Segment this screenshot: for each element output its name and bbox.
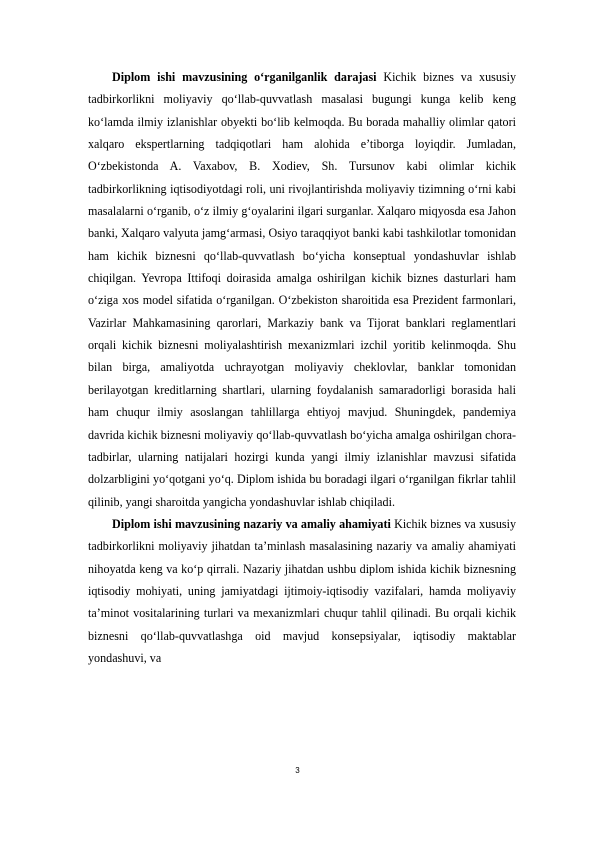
page-number: 3 <box>295 766 300 775</box>
paragraph-body-research-extent: Kichik biznes va xususiy tadbirkorlikni moliyaviy qo‘llab-quvvatlash masalasi bugungi kunga kelib keng ko‘lamda ilmiy izlanishlar obyekti bo‘lib kelmoqda. Bu borada mahalliy olimlar qatori xalqaro ekspertlarning tadqiqotlari ham alohida e’tiborga loyiqdir. Jumladan, O‘zbekistonda A. Vaxabov, B. Xodiev, Sh. Tursunov kabi olimlar kichik tadbirkorlikning iqtisodiyotdagi roli, uni rivojlantirishda moliyaviy tizimning o‘rni kabi masalalarni o‘rganib, o‘z ilmiy g‘oyalarini ilgari surganlar. Xalqaro miqyosda esa Jahon banki, Xalqaro valyuta jamg‘armasi, Osiyo taraqqiyot banki kabi tashkilotlar tomonidan ham kichik biznesni qo‘llab-quvvatlash bo‘yicha konseptual yondashuvlar ishlab chiqilgan. Yevropa Ittifoqi doirasida amalga oshirilgan kichik biznes dasturlari ham o‘ziga xos model sifatida o‘rganilgan. O‘zbekiston sharoitida esa Prezident farmonlari, Vazirlar Mahkamasining qarorlari, Markaziy bank va Tijorat banklari reglamentlari orqali kichik biznesni moliyalashtirish mexanizmlari izchil yoritib kelinmoqda. Shu bilan birga, amaliyotda uchrayotgan moliyaviy cheklovlar, banklar tomonidan berilayotgan kreditlarning shartlari, ularning foydalanish samaradorligi borasida hali ham chuqur ilmiy asoslangan tahlillarga ehtiyoj mavjud. Shuningdek, pandemiya davrida kichik biznesni moliyaviy qo‘llab-quvvatlash bo‘yicha amalga oshirilgan chora-tadbirlar, ularning natijalari hozirgi kunda yangi ilmiy izlanishlar mavzusi sifatida dolzarbligini yo‘qotgani yo‘q. Diplom ishida bu boradagi ilgari o‘rganilgan fikrlar tahlil qilinib, yangi sharoitda yangicha yondashuvlar ishlab chiqiladi. <box>88 70 516 509</box>
paragraph-heading-significance: Diplom ishi mavzusining nazariy va amaliy ahamiyati <box>112 516 391 531</box>
paragraph-significance <box>88 513 516 669</box>
paragraph-body-significance: Kichik biznes va xususiy tadbirkorlikni moliyaviy jihatdan ta’minlash masalasining nazariy va amaliy ahamiyati nihoyatda keng va ko‘p qirrali. Nazariy jihatdan ushbu diplom ishida kichik biznesning iqtisodiy mohiyati, uning jamiyatdagi ijtimoiy-iqtisodiy vazifalari, hamda moliyaviy ta’minot vositalarining turlari va mexanizmlari chuqur tahlil qilinadi. Bu orqali kichik biznesni qo‘llab-quvvatlashga oid mavjud konsepsiyalar, iqtisodiy maktablar yondashuvi, va <box>88 516 517 665</box>
paragraph-heading-research-extent: Diplom ishi mavzusining o‘rganilganlik darajasi <box>112 70 377 84</box>
paragraph-research-extent <box>88 66 516 513</box>
document-page <box>88 66 516 669</box>
